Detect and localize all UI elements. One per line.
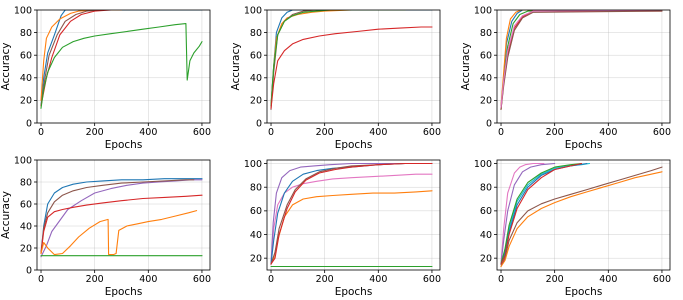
- x-tick-label: 600: [422, 274, 442, 285]
- x-tick-label: 400: [139, 127, 158, 138]
- y-tick-label: 20: [19, 95, 32, 107]
- y-tick-label: 0: [485, 118, 492, 130]
- series-line-7: [271, 164, 432, 265]
- series-group: [501, 10, 662, 109]
- series-group: [271, 164, 432, 267]
- series-line-3: [271, 174, 432, 264]
- y-tick-label: 80: [249, 182, 262, 194]
- y-tick-label: 60: [249, 206, 262, 218]
- y-tick-label: 60: [19, 50, 32, 62]
- x-tick-label: 400: [369, 127, 388, 138]
- x-tick-label: 0: [37, 127, 45, 138]
- x-tick-label: 400: [599, 127, 618, 138]
- x-tick-label: 600: [652, 127, 672, 138]
- y-tick-label: 0: [25, 265, 32, 277]
- series-line-7: [501, 167, 662, 266]
- y-tick-label: 100: [243, 5, 262, 17]
- x-axis-label: Epochs: [564, 139, 603, 151]
- x-tick-label: 0: [267, 274, 275, 285]
- y-tick-label: 20: [479, 253, 492, 265]
- y-axis-label: Accuracy: [460, 42, 472, 91]
- y-axis-label: Accuracy: [230, 42, 242, 91]
- y-tick-label: 60: [479, 50, 492, 62]
- y-tick-label: 100: [473, 5, 492, 17]
- y-tick-label: 20: [479, 95, 492, 107]
- series-line-4: [271, 10, 405, 106]
- series-line-1: [271, 10, 432, 106]
- x-tick-label: 600: [652, 274, 672, 285]
- series-line-6: [271, 164, 432, 265]
- x-tick-label: 200: [315, 127, 334, 138]
- y-tick-label: 80: [479, 27, 492, 39]
- axes-frame: [267, 160, 440, 270]
- y-tick-label: 100: [473, 158, 492, 170]
- x-tick-label: 400: [139, 274, 158, 285]
- y-tick-label: 60: [249, 50, 262, 62]
- y-tick-label: 80: [479, 182, 492, 194]
- y-tick-label: 80: [249, 27, 262, 39]
- chart-panel-4: [0, 155, 211, 298]
- x-tick-label: 400: [369, 274, 388, 285]
- series-line-6: [501, 10, 662, 107]
- chart-panel-6: [474, 159, 671, 298]
- series-line-4: [271, 164, 432, 265]
- x-tick-label: 0: [267, 127, 275, 138]
- series-line-5: [501, 11, 662, 109]
- chart-panel-1: [0, 5, 211, 151]
- y-tick-label: 80: [19, 177, 32, 189]
- y-tick-label: 60: [479, 206, 492, 218]
- series-line-5: [41, 24, 202, 109]
- series-line-1: [41, 179, 202, 254]
- y-axis-label: Accuracy: [0, 42, 12, 91]
- x-tick-label: 200: [545, 274, 564, 285]
- x-tick-label: 600: [192, 127, 212, 138]
- series-group: [41, 179, 202, 257]
- y-tick-label: 100: [13, 5, 32, 17]
- y-tick-label: 80: [19, 27, 32, 39]
- y-tick-label: 40: [19, 73, 32, 85]
- chart-panel-5: [244, 159, 441, 298]
- x-tick-label: 0: [497, 127, 505, 138]
- series-line-2: [501, 10, 662, 106]
- axes-frame: [497, 10, 670, 123]
- x-axis-label: Epochs: [104, 139, 143, 151]
- x-tick-label: 0: [497, 274, 505, 285]
- series-line-5: [271, 164, 432, 265]
- y-axis-label: Accuracy: [0, 191, 12, 239]
- x-axis-label: Epochs: [334, 139, 373, 151]
- series-line-3: [41, 10, 103, 106]
- x-tick-label: 200: [85, 127, 104, 138]
- chart-panel-3: [460, 5, 671, 151]
- axes-frame: [497, 160, 670, 270]
- axes-frame: [37, 10, 210, 123]
- series-line-2: [271, 191, 432, 264]
- series-line-2: [271, 10, 405, 106]
- y-tick-label: 100: [243, 158, 262, 170]
- chart-panel-2: [230, 5, 441, 151]
- series-line-3: [501, 10, 635, 109]
- y-tick-label: 40: [479, 229, 492, 241]
- x-tick-label: 200: [545, 127, 564, 138]
- series-group: [501, 164, 662, 267]
- y-tick-label: 40: [249, 229, 262, 241]
- y-tick-label: 60: [19, 199, 32, 211]
- x-axis-label: Epochs: [334, 286, 373, 298]
- series-group: [271, 10, 432, 109]
- y-tick-label: 0: [255, 118, 262, 130]
- x-tick-label: 600: [422, 127, 442, 138]
- x-axis-label: Epochs: [564, 286, 603, 298]
- y-tick-label: 40: [479, 73, 492, 85]
- y-tick-label: 40: [249, 73, 262, 85]
- series-line-4: [41, 10, 111, 106]
- y-tick-label: 100: [13, 155, 32, 167]
- series-line-2: [41, 180, 202, 257]
- series-group: [41, 10, 202, 108]
- x-tick-label: 0: [37, 274, 45, 285]
- y-tick-label: 20: [249, 253, 262, 265]
- x-tick-label: 600: [192, 274, 212, 285]
- y-tick-label: 0: [25, 118, 32, 130]
- x-tick-label: 400: [599, 274, 618, 285]
- series-line-1: [501, 10, 662, 106]
- series-line-4: [501, 11, 662, 109]
- y-tick-label: 40: [19, 221, 32, 233]
- y-tick-label: 20: [249, 95, 262, 107]
- series-line-5: [271, 27, 432, 108]
- x-axis-label: Epochs: [104, 286, 143, 298]
- y-tick-label: 20: [19, 243, 32, 255]
- series-line-2: [501, 164, 555, 265]
- x-tick-label: 200: [315, 274, 334, 285]
- x-tick-label: 200: [85, 274, 104, 285]
